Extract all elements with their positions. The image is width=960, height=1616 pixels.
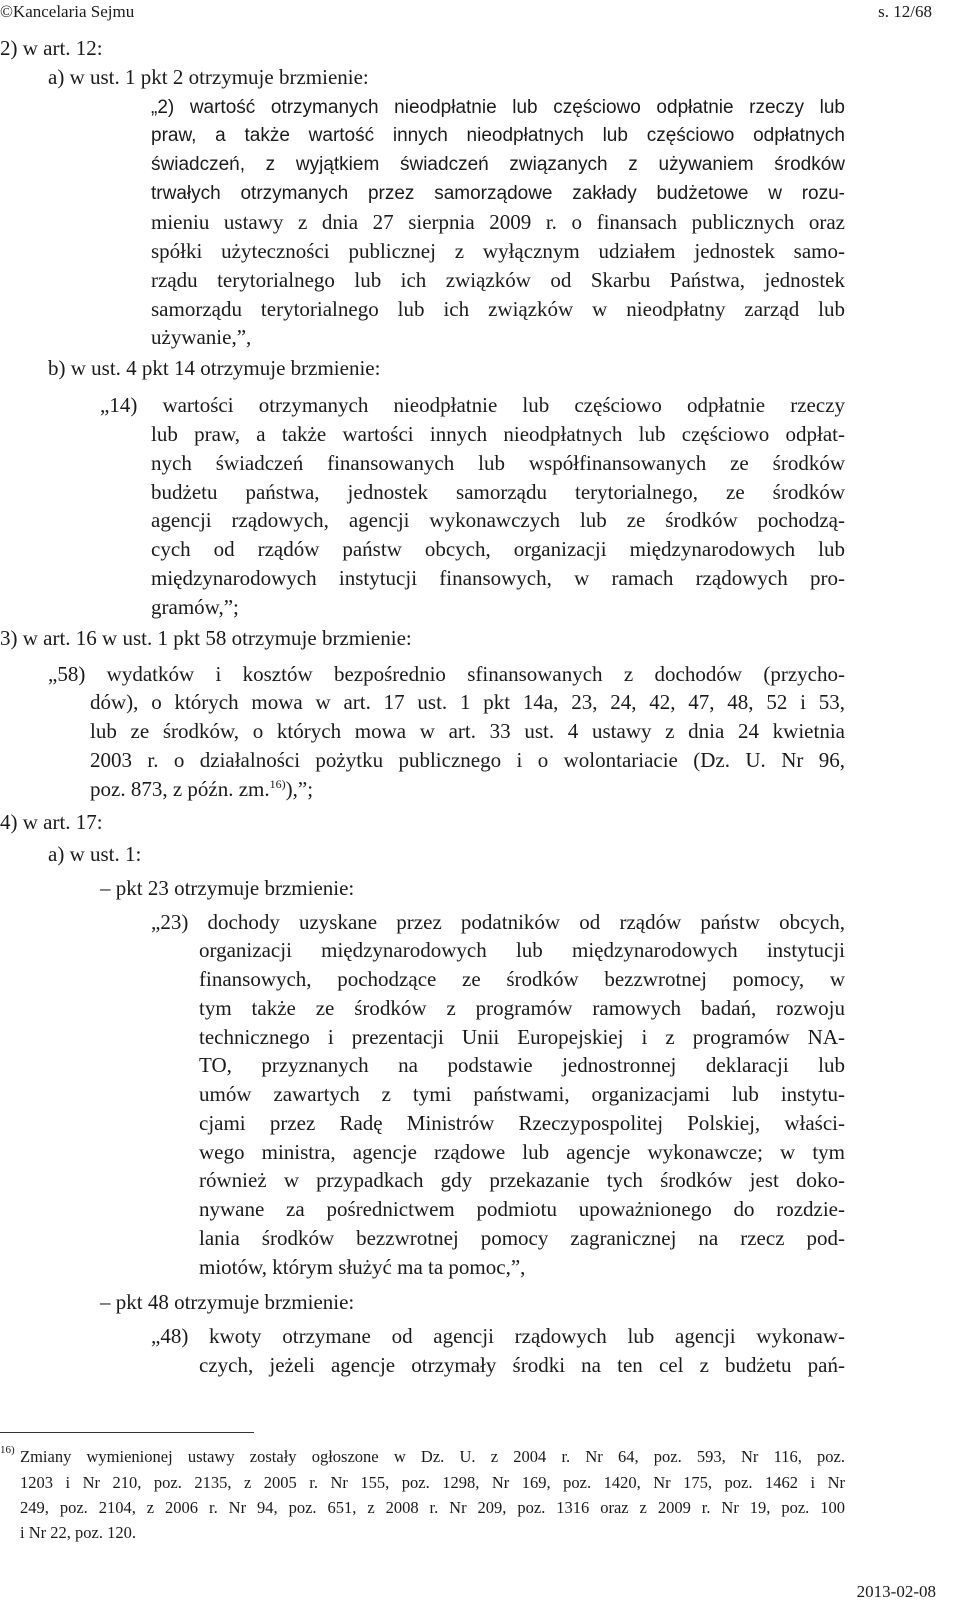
text-line: cych od rządów państw obcych, organizacji międzynarodowych lub <box>151 537 845 561</box>
header-copyright: ©Kancelaria Sejmu <box>0 2 135 21</box>
text-line: nych świadczeń finansowanych lub współfinansowanych ze środków <box>151 451 845 475</box>
text-line: również w przypadkach gdy przekazanie tych środków jest doko- <box>199 1168 845 1192</box>
text-line: rządu terytorialnego lub ich związków od Skarbu Państwa, jednostek <box>151 268 845 292</box>
footnote-line: i Nr 22, poz. 120. <box>20 1523 136 1542</box>
item-4a: a) w ust. 1: <box>48 842 142 866</box>
text-line: „58) wydatków i kosztów bezpośrednio sfinansowanych z dochodów (przycho- <box>48 662 845 686</box>
text-line: TO, przyznanych na podstawie jednostronnej deklaracji lub <box>199 1053 845 1077</box>
text-line: dów), o których mowa w art. 17 ust. 1 pkt 14a, 23, 24, 42, 47, 48, 52 i 53, <box>90 690 845 714</box>
text-line: międzynarodowych instytucji finansowych, w ramach rządowych pro- <box>151 566 845 590</box>
text-line: mieniu ustawy z dnia 27 sierpnia 2009 r. o finansach publicznych oraz <box>151 210 845 234</box>
footnote-line: 249, poz. 2104, z 2006 r. Nr 94, poz. 651, z 2008 r. Nr 209, poz. 1316 oraz z 2009 r. Nr 19, poz. 100 <box>20 1498 845 1517</box>
text-line: nywane za pośrednictwem podmiotu upoważnionego do rozdzie- <box>199 1197 845 1221</box>
text-line: organizacji międzynarodowych lub międzynarodowych instytucji <box>199 938 845 962</box>
text-line: samorządu terytorialnego lub ich związków w nieodpłatny zarząd lub <box>151 297 845 321</box>
text-line: spółki użyteczności publicznej z wyłącznym udziałem jednostek samo- <box>151 239 845 263</box>
text-line: technicznego i prezentacji Unii Europejskiej i z programów NA- <box>199 1025 845 1049</box>
text-line: czych, jeżeli agencje otrzymały środki na ten cel z budżetu pań- <box>199 1353 845 1377</box>
footer-date: 2013-02-08 <box>856 1582 936 1601</box>
text-line: umów zawartych z tymi państwami, organizacjami lub instytu- <box>199 1082 845 1106</box>
text-line: tym także ze środków z programów ramowych badań, rozwoju <box>199 996 845 1020</box>
item-2a: a) w ust. 1 pkt 2 otrzymuje brzmienie: <box>48 65 369 89</box>
text-line: gramów,”; <box>151 595 239 619</box>
text-line: używanie,”, <box>151 325 252 349</box>
text-line: trwałych otrzymanych przez samorządowe zakłady budżetowe w rozu- <box>151 183 845 204</box>
text-line: „14) wartości otrzymanych nieodpłatnie lub częściowo odpłatnie rzeczy <box>100 393 845 417</box>
text-line: lub praw, a także wartości innych nieodpłatnych lub częściowo odpłat- <box>151 422 845 446</box>
text-line: 2003 r. o działalności pożytku publicznego i o wolontariacie (Dz. U. Nr 96, <box>90 748 845 772</box>
text-line: „2) wartość otrzymanych nieodpłatnie lub częściowo odpłatnie rzeczy lub <box>151 97 845 118</box>
text-line <box>90 777 313 801</box>
page-number: s. 12/68 <box>878 2 932 21</box>
text-line: lub ze środków, o których mowa w art. 33 ust. 4 ustawy z dnia 24 kwietnia <box>90 719 845 743</box>
item-2b: b) w ust. 4 pkt 14 otrzymuje brzmienie: <box>48 356 381 380</box>
text-line: praw, a także wartość innych nieodpłatnych lub częściowo odpłatnych <box>151 125 845 146</box>
item-pkt-48: – pkt 48 otrzymuje brzmienie: <box>100 1290 355 1314</box>
item-2-art-12: 2) w art. 12: <box>0 36 103 60</box>
text-line: „23) dochody uzyskane przez podatników od rządów państw obcych, <box>151 910 845 934</box>
text-line: „48) kwoty otrzymane od agencji rządowych lub agencji wykonaw- <box>151 1324 845 1348</box>
text-line: świadczeń, z wyjątkiem świadczeń związanych z używaniem środków <box>151 154 845 175</box>
footnote-ref[interactable]: 16) <box>269 777 286 791</box>
footnote-line: Zmiany wymienionej ustawy zostały ogłoszone w Dz. U. z 2004 r. Nr 64, poz. 593, Nr 116, poz. <box>20 1447 845 1466</box>
text-fragment: ),”; <box>285 777 314 801</box>
item-4-art-17: 4) w art. 17: <box>0 810 103 834</box>
text-line: finansowych, pochodzące ze środków bezzwrotnej pomocy, w <box>199 967 845 991</box>
text-line: lania środków bezzwrotnej pomocy zagranicznej na rzecz pod- <box>199 1226 845 1250</box>
text-line: agencji rządowych, agencji wykonawczych lub ze środków pochodzą- <box>151 508 845 532</box>
text-line: wego ministra, agencje rządowe lub agencje wykonawcze; w tym <box>199 1140 845 1164</box>
footnote-marker: 16) <box>0 1444 15 1456</box>
text-line: cjami przez Radę Ministrów Rzeczypospolitej Polskiej, właści- <box>199 1111 845 1135</box>
text-line: miotów, którym służyć ma ta pomoc,”, <box>199 1255 526 1279</box>
text-line: budżetu państwa, jednostek samorządu terytorialnego, ze środków <box>151 480 845 504</box>
item-3-art-16: 3) w art. 16 w ust. 1 pkt 58 otrzymuje brzmienie: <box>0 626 412 650</box>
footnote-separator <box>0 1432 254 1433</box>
footnote-line: 1203 i Nr 210, poz. 2135, z 2005 r. Nr 155, poz. 1298, Nr 169, poz. 1420, Nr 175, poz. 1462 i Nr <box>20 1473 845 1492</box>
text-fragment: poz. 873, z późn. zm. <box>90 777 270 801</box>
item-pkt-23: – pkt 23 otrzymuje brzmienie: <box>100 876 355 900</box>
